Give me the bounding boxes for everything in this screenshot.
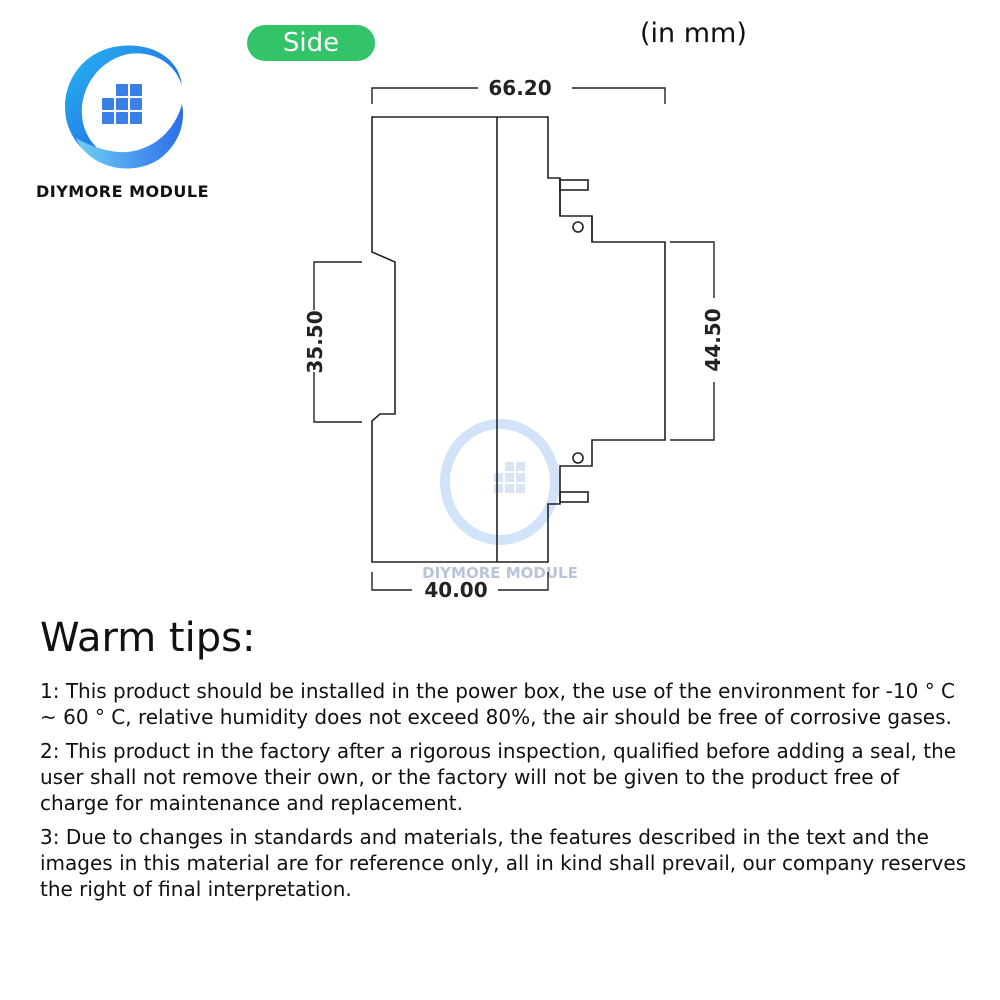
view-label-badge: Side: [247, 25, 375, 61]
dimension-left-height: 35.50: [303, 310, 327, 374]
dimension-top-width: 66.20: [488, 76, 552, 100]
tip-item: 3: Due to changes in standards and materials, the features described in the text and the images in this material are for reference only, all in kind shall prevail, our company reserves the right of final interpretation.: [40, 825, 967, 901]
watermark-logo-icon: [445, 424, 555, 540]
brand-name: DIYMORE MODULE: [35, 182, 210, 201]
dimension-bottom-width: 40.00: [424, 578, 488, 602]
watermark-text: DIYMORE MODULE: [422, 564, 578, 582]
units-label: (in mm): [640, 18, 747, 49]
dimension-right-height: 44.50: [701, 308, 725, 372]
tips-title: Warm tips:: [40, 615, 256, 661]
dimension-lines: [314, 88, 714, 590]
tip-item: 2: This product in the factory after a rigorous inspection, qualified before adding a seal, the user shall not remove their own, or the factory will not be given to the product free of charge for maintenance and replacement.: [40, 739, 957, 815]
device-outline: [372, 117, 665, 562]
tips-list: [40, 678, 970, 910]
tip-item: 1: This product should be installed in the power box, the use of the environment for -10 ° C ~ 60 ° C, relative humidity does not exceed 80%, the air should be free of corrosive gases.: [40, 679, 956, 729]
